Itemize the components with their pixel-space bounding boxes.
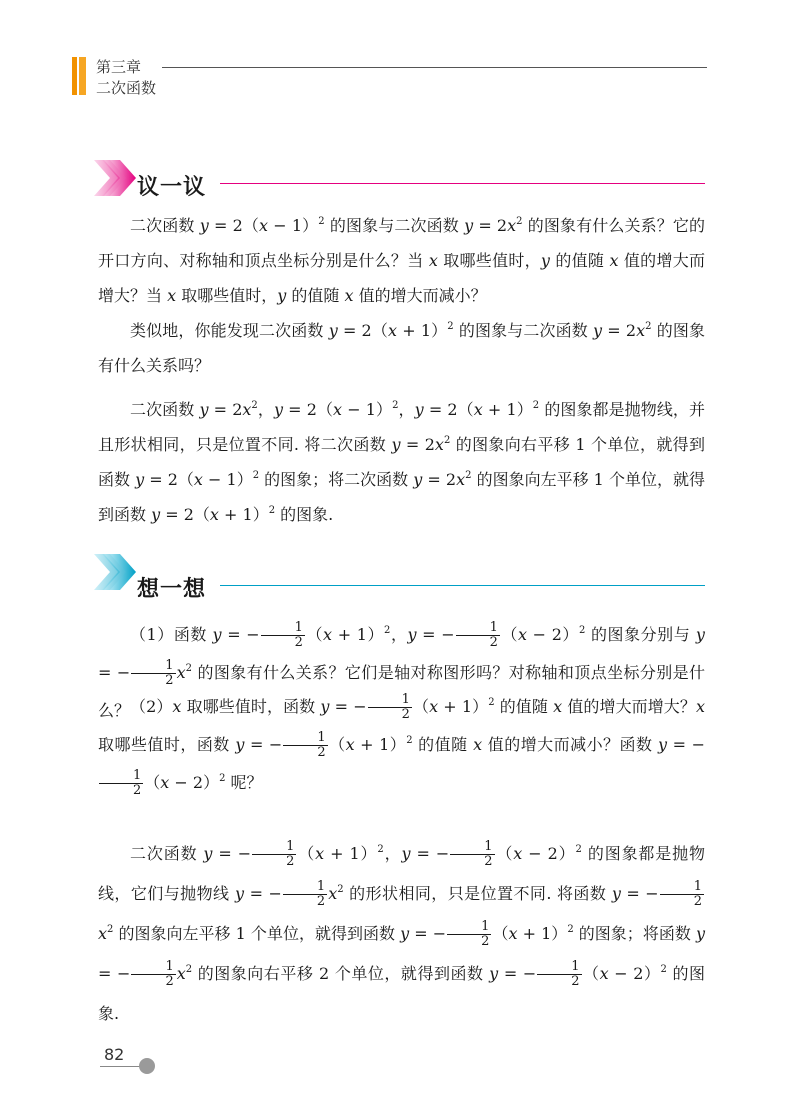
page-number-rule [100, 1066, 142, 1067]
header-accent-bar-light [79, 57, 86, 95]
think-question-2: （2）x 取哪些值时，函数 y = − $\frac{1}{2}$ $(x + 1)^2$ 的值随 x 值的增大而增大？x 取哪些值时，函数 y = − $\frac{1}{2}$ $(x + 1)^2$ 的值随 x 值的增大而减小？函数 y = − $\frac{1}{2}$ $(x - 2)^2$ 呢？ [98, 692, 706, 798]
chevron-icon [94, 158, 142, 198]
section-title-think: 想一想 [137, 576, 207, 602]
chapter-title: 二次函数 [96, 79, 157, 97]
think-explanation: 二次函数 y = − $\frac{1}{2}$ $(x + 1)^2$，y = − $\frac{1}{2}$ $(x - 2)^2$ 的图象都是抛物线，它们与抛物线 y = − $\frac{1}{2}$ $x^2$ 的形状相同，只是位置不同. 将函数 y = − $\frac{1}{2}$ $x^2$ 的图象向左平移 1 个单位，就得到函数 y = − $\frac{1}{2}$ $(x + 1)^2$ 的图象；将函数 y = − $\frac{1}{2}$ $x^2$ 的图象向右平移 2 个单位，就得到函数 y = − $\frac{1}{2}$ $(x - 2)^2$ 的图象. [98, 839, 706, 1023]
discuss-question: 二次函数 $y = 2(x - 1)^2$ 的图象与二次函数 $y = 2x^2$ 的图象有什么关系？它的开口方向、对称轴和顶点坐标分别是什么？当 x 取哪些值时，y 的值随 x 值的增大而增大？当 x 取哪些值时，y 的值随 x 值的增大而减小？ 类似地，你能发现二次函数 $y = 2(x + 1)^2$ 的图象与二次函数 $y = 2x^2$ 的图象有什么关系吗？ [98, 216, 705, 375]
section-rule-think [220, 585, 705, 586]
header-accent-bar [72, 57, 77, 95]
section-rule-discuss [220, 183, 705, 184]
chevron-icon [94, 552, 142, 592]
page-number-dot [139, 1058, 155, 1074]
think-question-1: （1）函数 y = − $\frac{1}{2}$ $(x + 1)^2$，y = − $\frac{1}{2}$ $(x - 2)^2$ 的图象分别与 y = − $\frac{1}{2}$ $x^2$ 的图象有什么关系？它们是轴对称图形吗？对称轴和顶点坐标分别是什么？ [98, 620, 705, 720]
chapter-label: 第三章 [96, 58, 142, 76]
discuss-explanation: 二次函数 $y = 2x^2$，$y = 2(x - 1)^2$，$y = 2(x + 1)^2$ 的图象都是抛物线，并且形状相同，只是位置不同. 将二次函数 $y = 2x^2$ 的图象向右平移 1 个单位，就得到函数 $y = 2(x - 1)^2$ 的图象；将二次函数 $y = 2x^2$ 的图象向左平移 1 个单位，就得到函数 $y = 2(x + 1)^2$ 的图象. [98, 400, 705, 524]
section-title-discuss: 议一议 [137, 174, 207, 200]
header-rule [162, 67, 707, 68]
page-number: 82 [104, 1045, 125, 1064]
